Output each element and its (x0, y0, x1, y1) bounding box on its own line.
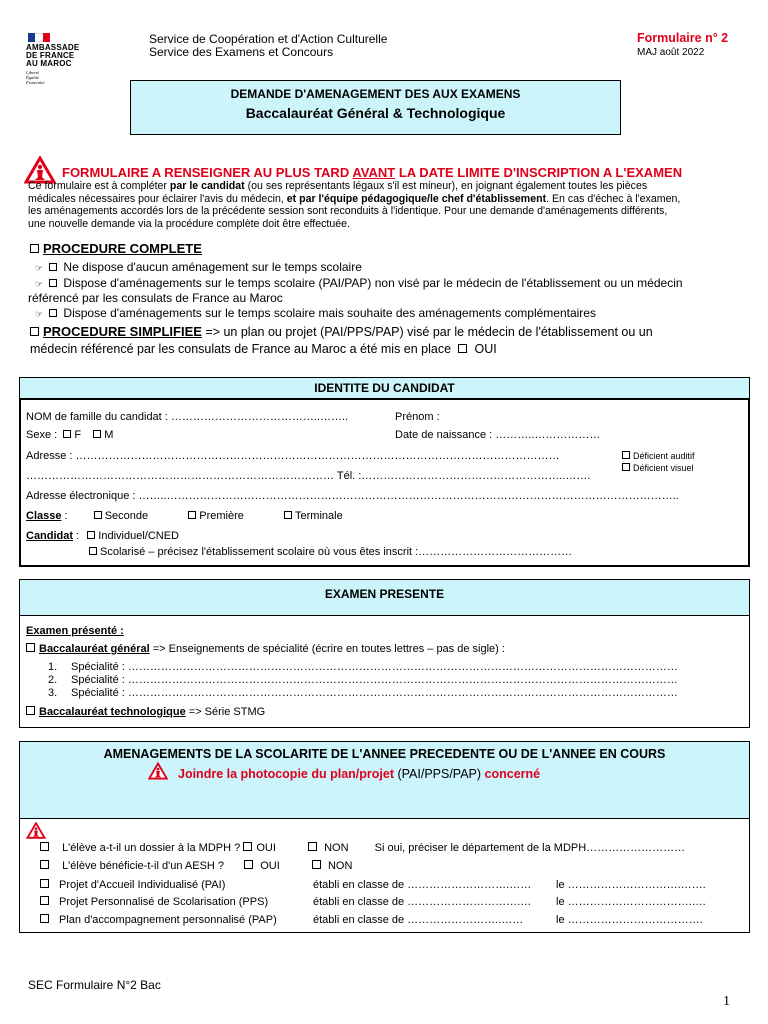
intro-text: Ce formulaire est à compléter (28, 180, 170, 192)
bac-techno-text: => Série STMG (185, 706, 266, 718)
option-checkbox[interactable] (49, 309, 57, 317)
logo-line: AMBASSADE (26, 43, 80, 52)
identite-section (19, 377, 750, 567)
aesh-non-label: NON (327, 860, 353, 872)
small-warning-icon (148, 762, 168, 780)
amenagements-header: AMENAGEMENTS DE LA SCOLARITE DE L'ANNEE PRECEDENTE OU DE L'ANNEE EN COURS (103, 747, 666, 761)
mdph-checkbox[interactable] (40, 842, 49, 851)
plan-date[interactable]: le ………………………………. (556, 914, 703, 926)
examen-label-text: Examen présenté : (26, 625, 124, 637)
joindre-part-1: Joindre la photocopie du plan/projet (178, 767, 394, 781)
classe-row: Classe : Seconde Première Terminale (26, 510, 343, 522)
update-date: MAJ août 2022 (637, 47, 705, 58)
intro-text: médicales nécessaires pour éclairer l'avis du médecin, (28, 192, 287, 205)
oui-label: OUI (474, 342, 497, 356)
french-flag-icon (28, 33, 50, 42)
deficient-visuel-label: Déficient visuel (633, 463, 694, 473)
joindre-part-3: concerné (484, 767, 541, 781)
specialite-row[interactable]: 3. Spécialité : …………………………………………………………………………………………………………………………………… (48, 687, 678, 699)
mdph-non-label: NON (324, 842, 349, 854)
option-checkbox[interactable] (49, 279, 57, 287)
joindre-part-2: (PAI/PPS/PAP) (393, 767, 485, 781)
title-line-1: DEMANDE D'AMENAGEMENT DES AUX EXAMENS (230, 87, 521, 101)
candidat-scolarise-label: Scolarisé – précisez l'établissement scolaire où vous êtes inscrit :…………………………………… (100, 546, 573, 558)
motto-line: Liberté (26, 70, 39, 75)
procedure-simplifiee-title: PROCEDURE SIMPLIFIEE (43, 324, 202, 339)
mdph-precise[interactable]: Si oui, préciser le département de la MDPH……………………… (374, 842, 686, 854)
oui-checkbox[interactable] (458, 344, 467, 353)
warning-part-2: AVANT (352, 165, 396, 180)
intro-text: . En cas d'échec à l'examen, (546, 192, 681, 205)
procedure-simplifiee (30, 323, 653, 358)
plan-etabli[interactable]: établi en classe de ……………………..…… (313, 914, 524, 926)
aesh-row (40, 860, 352, 873)
sexe-m-label: M (104, 429, 114, 441)
intro-text: les aménagements accordés lors de la précédente session sont reconduits à l'identique. Pour une demande d'aménagements différents, (28, 205, 668, 217)
aesh-oui-label: OUI (260, 860, 280, 872)
hand-pointer-icon: ☞ (35, 263, 44, 273)
option-label: Dispose d'aménagements sur le temps scolaire (PAI/PAP) non visé par le médecin de l'établissement ou un médecin (63, 275, 683, 290)
bac-general-text: => Enseignements de spécialité (écrire en toutes lettres – pas de sigle) : (149, 643, 505, 655)
candidat-label: Candidat (26, 530, 74, 542)
aesh-oui-checkbox[interactable] (244, 860, 253, 869)
option-checkbox[interactable] (49, 263, 57, 271)
plan-etabli[interactable]: établi en classe de ………………………….… (313, 896, 532, 908)
bac-techno-row (26, 706, 265, 719)
service-line-1: Service de Coopération et d'Action Culturelle (149, 32, 388, 46)
intro-bold: par le candidat (169, 180, 245, 192)
deficient-auditif-checkbox[interactable] (622, 451, 630, 459)
aesh-question: L'élève bénéficie-t-il d'un AESH ? (62, 860, 225, 872)
pap-checkbox[interactable] (40, 914, 49, 923)
mdph-row (40, 842, 685, 855)
specialite-field[interactable]: Spécialité : …………………………………………………………………………………………………………………………………… (71, 661, 678, 673)
classe-seconde-checkbox[interactable] (94, 511, 102, 519)
plan-name: Plan d'accompagnement personnalisé (PAP) (59, 914, 277, 926)
service-line-2: Service des Examens et Concours (149, 45, 334, 59)
specialite-list (48, 661, 678, 700)
bac-general-checkbox[interactable] (26, 643, 35, 652)
deficient-visuel-checkbox[interactable] (622, 463, 630, 471)
candidat-individuel-label: Individuel/CNED (98, 530, 179, 542)
hand-pointer-icon: ☞ (35, 278, 44, 289)
plan-date[interactable]: le ………………………….……. (556, 879, 706, 891)
adresse-field[interactable]: Adresse : …………………………………………………………………………………………………………………… (26, 450, 560, 462)
plan-etabli[interactable]: établi en classe de ……………………….…… (313, 879, 532, 891)
procedure-simplifiee-text: médecin référencé par les consulats de France au Maroc a été mis en place (30, 342, 452, 356)
intro-text: une nouvelle demande via la procédure complète doit être effectuée. (28, 217, 350, 230)
specialite-field[interactable]: Spécialité : …………………………………………………………………………………………………………………………………… (71, 687, 678, 699)
bac-general-row (26, 643, 505, 656)
sexe-field (26, 429, 113, 442)
logo-line: AU MAROC (26, 59, 72, 68)
motto-line: Fraternité (26, 80, 45, 85)
bac-techno-label: Baccalauréat technologique (39, 706, 186, 718)
deficient-auditif-label: Déficient auditif (633, 451, 695, 461)
examen-header: EXAMEN PRESENTE (20, 580, 749, 616)
form-number: Formulaire n° 2 (637, 31, 729, 45)
procedure-complete-title: PROCEDURE COMPLETE (43, 241, 202, 256)
procedure-complete-list (28, 260, 683, 321)
mdph-non-checkbox[interactable] (308, 842, 317, 851)
mdph-oui-label: OUI (256, 842, 276, 854)
classe-premiere-label: Première (199, 510, 244, 522)
title-box (130, 80, 621, 135)
warning-part-1: FORMULAIRE A RENSEIGNER AU PLUS TARD (62, 165, 353, 180)
warning-part-3: LA DATE LIMITE D'INSCRIPTION A L'EXAMEN (395, 165, 683, 180)
specialite-field[interactable]: Spécialité : …………………………………………………………………………………………………………………………………… (71, 674, 678, 686)
list-item (35, 260, 683, 276)
pps-checkbox[interactable] (40, 896, 49, 905)
footer-label: SEC Formulaire N°2 Bac (28, 978, 161, 992)
option-label: Dispose d'aménagements sur le temps scolaire mais souhaite des aménagements complémentaires (63, 305, 596, 320)
list-item (35, 306, 683, 322)
mdph-oui-checkbox[interactable] (243, 842, 252, 851)
deficient-visuel (622, 463, 694, 474)
option-label: Ne dispose d'aucun aménagement sur le temps scolaire (63, 260, 362, 274)
amenagements-section (19, 741, 750, 933)
candidat-scolarise (89, 546, 572, 559)
logo-line: DE FRANCE (26, 51, 75, 60)
motto-line: Égalité (26, 75, 39, 80)
adresse-tel-field[interactable]: ………………………………………………………………………… Tél. :………………………………………………..……. (26, 470, 591, 482)
page-number: 1 (723, 994, 730, 1009)
warning-text (62, 165, 682, 180)
list-item-continuation: référencé par les consulats de France au Maroc (28, 291, 283, 305)
embassy-logo (26, 30, 106, 90)
aesh-non-checkbox[interactable] (312, 860, 321, 869)
specialite-row[interactable]: 1. Spécialité : …………………………………………………………………………………………………………………………………… (48, 661, 678, 673)
sexe-f-label: F (74, 429, 82, 441)
identite-header: IDENTITE DU CANDIDAT (20, 378, 749, 399)
nom-field[interactable]: NOM de famille du candidat : …………………………………..…….. (26, 411, 349, 423)
prenom-field[interactable]: Prénom : (395, 411, 440, 423)
classe-label: Classe (26, 510, 62, 522)
examen-label (26, 625, 124, 638)
candidat-scolarise-checkbox[interactable] (89, 547, 97, 555)
intro-bold: et par l'équipe pédagogique/le chef d'établissement (286, 192, 547, 205)
title-line-2: Baccalauréat Général & Technologique (245, 105, 506, 121)
procedure-complete-heading (30, 241, 202, 256)
procedure-simplifiee-checkbox[interactable] (30, 327, 39, 336)
sexe-label: Sexe : (26, 429, 58, 441)
plan-name: Projet d'Accueil Individualisé (PAI) (59, 879, 226, 891)
sexe-m-checkbox[interactable] (93, 430, 101, 438)
classe-terminale-label: Terminale (295, 510, 343, 522)
deficient-auditif (622, 451, 695, 462)
procedure-simplifiee-text: => un plan ou projet (PAI/PPS/PAP) visé par le médecin de l'établissement ou un (201, 325, 653, 339)
sexe-f-checkbox[interactable] (63, 430, 71, 438)
intro-paragraph (28, 180, 680, 230)
classe-seconde-label: Seconde (104, 510, 149, 522)
plan-date[interactable]: le …………………………….…. (556, 896, 706, 908)
plan-name: Projet Personnalisé de Scolarisation (PPS) (59, 896, 269, 908)
classe-terminale-checkbox[interactable] (284, 511, 292, 519)
list-item (35, 276, 683, 292)
mdph-question: L'élève a-t-il un dossier à la MDPH ? (62, 842, 241, 854)
classe-premiere-checkbox[interactable] (188, 511, 196, 519)
pai-checkbox[interactable] (40, 879, 49, 888)
plan-row (40, 896, 706, 909)
joindre-text (178, 767, 540, 781)
plan-row (40, 914, 703, 927)
aesh-checkbox[interactable] (40, 860, 49, 869)
section-warning-icon (26, 822, 46, 839)
specialite-row[interactable]: 2. Spécialité : …………………………………………………………………………………………………………………………………… (48, 674, 678, 686)
procedure-complete-checkbox[interactable] (30, 244, 39, 253)
examen-section (19, 579, 750, 728)
candidat-individuel-checkbox[interactable] (87, 531, 95, 539)
naissance-field[interactable]: Date de naissance : ………..……………… (395, 429, 601, 441)
email-field[interactable]: Adresse électronique : ……..………………………………………………………………………………………………………………………….. (26, 490, 679, 502)
hand-pointer-icon: ☞ (35, 308, 44, 319)
bac-general-label: Baccalauréat général (39, 643, 150, 655)
intro-text: (ou ses représentants légaux s'il est mineur), en joignant également toutes les pièces (244, 180, 648, 192)
plan-row (40, 879, 706, 892)
bac-techno-checkbox[interactable] (26, 706, 35, 715)
candidat-row: Candidat : Individuel/CNED (26, 530, 179, 542)
